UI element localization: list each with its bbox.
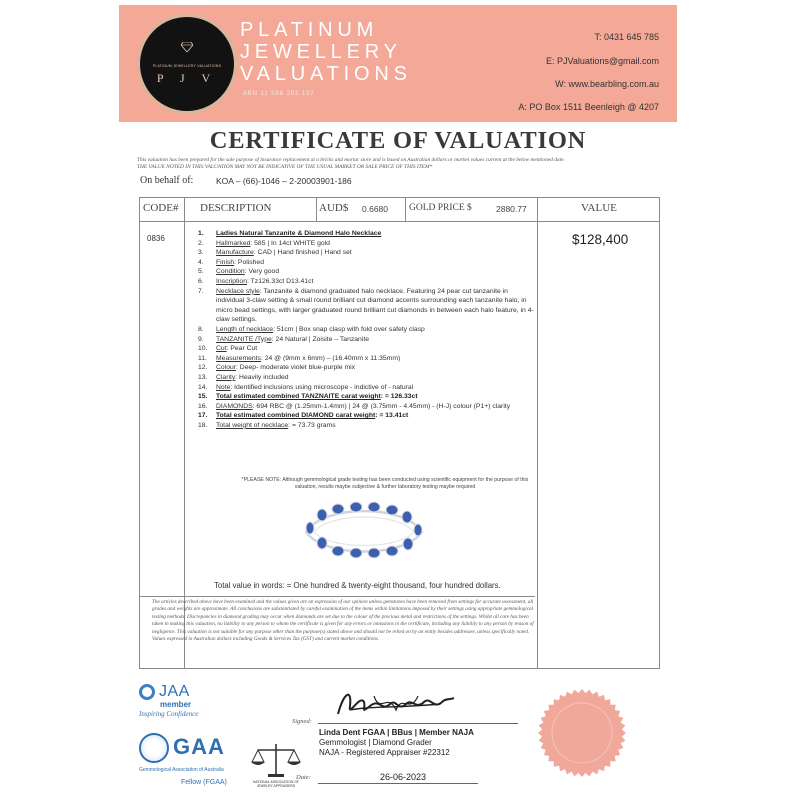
- necklace-photo: [300, 498, 428, 562]
- item-text: : = 73.73 grams: [288, 421, 336, 429]
- date-label: Date:: [296, 774, 311, 781]
- item-text: : CAD | Hand finished | Hand set: [253, 249, 352, 257]
- description-item: [197, 354, 537, 364]
- gaa-text: GAA: [173, 734, 225, 759]
- logo-ring-text: PLATINUM JEWELLERY VALUATIONS: [152, 64, 222, 68]
- abn-number: ABN 11 588 202 137: [243, 91, 315, 97]
- description-item: [197, 335, 537, 345]
- gold-price: 2880.77: [496, 204, 527, 214]
- item-text: : 694 RBC @ (1.25mm-1.4mm) | 24 @ (3.75mm - 4.45mm) - (H-J) colour (P1+) clarity: [252, 402, 511, 410]
- item-number: 18.: [198, 421, 208, 429]
- item-number: 16.: [198, 402, 208, 410]
- item-number: 15.: [198, 393, 208, 401]
- item-text: : Very good: [244, 268, 280, 276]
- logo-initials: P J V: [156, 71, 218, 85]
- item-number: 2.: [198, 239, 204, 247]
- contact-phone: T: 0431 645 785: [594, 32, 659, 42]
- behalf-value: KOA – (66)-1046 – 2-20003901-186: [216, 176, 352, 186]
- description-item: [197, 267, 537, 277]
- item-text: : Pear Cut: [226, 345, 258, 353]
- item-number: 17.: [198, 412, 208, 420]
- header-divider: [140, 221, 659, 222]
- gaa-subtitle: Gemmological Association of Australia: [139, 767, 224, 773]
- item-label: Cut: [216, 345, 227, 353]
- item-number: 14.: [198, 383, 208, 391]
- description-item: [197, 277, 537, 287]
- total-in-words: Total value in words: = One hundred & twenty-eight thousand, four hundred dollars.: [214, 581, 501, 590]
- header-description: DESCRIPTION: [200, 202, 272, 214]
- jaa-logo: [139, 683, 209, 723]
- description-item: [197, 392, 537, 402]
- header-code: CODE#: [143, 202, 179, 214]
- date-line: [318, 783, 478, 784]
- item-text: : 24 @ (9mm x 6mm) – (16.40mm x 11.35mm): [260, 354, 401, 362]
- item-text: : Heavily included: [235, 373, 289, 381]
- item-label: Condition: [216, 268, 245, 276]
- description-item: [197, 402, 537, 412]
- header-gold-price: GOLD PRICE $: [409, 203, 472, 213]
- item-number: 1.: [198, 230, 204, 237]
- item-text: : Polished: [234, 258, 264, 266]
- description-item: [197, 248, 537, 258]
- disclaimer-line-2: THE VALUE NOTED IN THIS VALUATION MAY NOT BE INDICATIVE OF THE USUAL MARKET OR SALE PRICE OF THIS ITEM*: [137, 163, 433, 170]
- item-label: Inscription: [216, 277, 247, 285]
- jaa-tagline: Inspiring Confidence: [139, 710, 199, 718]
- contact-address: A: PO Box 1511 Beenleigh @ 4207: [518, 102, 659, 112]
- description-item: [197, 363, 537, 373]
- jaa-member: member: [160, 700, 192, 709]
- legal-footnote: The articles described above have been examined and the values given are an expression of our opinion unless gemstones have been removed from settings for accurate assessment, all grades and weights are approximate. All conclusions are substantiated by careful examination of the items within limitations imposed by their settings using appropriate gemmological testing methods. Discrepancies in diamond grading may occur when diamonds are set due to the colour of the precious metal and restrictions of the settings. Whilst all care has been taken in making this valuation, no liability to any person to whom the certificate is given for any errors or omissions in the certificate, including any liability to any person by reason of negligence. This valuation is not suitable for any purpose other than the purpose(s) stated above and should not be relied on by an entity besides addressee, unless specifically noted. Values expressed in Australian dollars including Goods & Services Tax (GST) and current market conditions.: [152, 599, 534, 643]
- brand-line-2: JEWELLERY: [240, 41, 402, 63]
- divider-value: [537, 198, 538, 668]
- item-label: Note: [216, 383, 231, 391]
- divider-gold: [405, 198, 406, 221]
- item-number: 13.: [198, 373, 208, 381]
- item-number: 3.: [198, 249, 204, 257]
- item-label: Clarity: [216, 373, 236, 381]
- signer-block: [319, 728, 474, 758]
- item-number: 11.: [198, 354, 207, 362]
- signer-title: Gemmologist | Diamond Grader: [319, 738, 432, 747]
- header-aud: AUD$: [319, 202, 349, 214]
- item-label: Finish: [216, 258, 235, 266]
- item-number: 8.: [198, 325, 204, 333]
- letterhead: [119, 5, 677, 122]
- signer-name: Linda Dent FGAA | BBus | Member NAJA: [319, 728, 474, 737]
- jaa-circle-icon: [139, 684, 155, 700]
- item-label: Total estimated combined TANZNAITE carat weight: [216, 393, 381, 401]
- description-item: [197, 383, 537, 393]
- date-value: 26-06-2023: [380, 772, 427, 782]
- signature-image: [330, 684, 460, 724]
- naja-text: NATIONAL ASSOCIATION OF JEWELRY APPRAISERS: [253, 780, 299, 789]
- please-note: *PLEASE NOTE: Although gemmological grade testing has been conducted using scientific equipment for the purpose of this valuation, results maybe subjective & further laboratory testing maybe required: [241, 477, 529, 490]
- description-item: [197, 421, 537, 431]
- brand-line-3: VALUATIONS: [240, 63, 412, 85]
- certificate-title: CERTIFICATE OF VALUATION: [209, 127, 587, 154]
- globe-icon: [139, 733, 169, 763]
- item-label: Manufacture: [216, 249, 254, 257]
- pjv-logo: [137, 14, 237, 114]
- item-code: 0836: [147, 234, 165, 243]
- disclaimer-line-1: This valuation has been prepared for the sale purpose of insurance replacement at a bricks and mortar store and is based on Australian dollars or market values current at the below mentioned date.: [137, 157, 565, 163]
- embossed-seal: [537, 688, 627, 778]
- description-item: [197, 325, 537, 335]
- valuation-disclaimer: [137, 157, 677, 170]
- item-number: 5.: [198, 268, 204, 276]
- item-value: $128,400: [572, 232, 629, 247]
- brand-line-1: PLATINUM: [240, 19, 379, 41]
- gaa-logo: [139, 733, 239, 793]
- item-text: : 585 | In 14ct WHITE gold: [250, 239, 330, 247]
- item-text: : Deep- moderate violet blue-purple mix: [236, 364, 356, 372]
- header-value: VALUE: [581, 202, 617, 214]
- footnote-divider: [140, 596, 535, 597]
- item-number: 7.: [198, 287, 204, 295]
- aud-rate: 0.6680: [362, 204, 388, 214]
- item-text: : = 126.33ct: [380, 393, 418, 401]
- item-number: 12.: [198, 364, 208, 372]
- divider-aud: [316, 198, 317, 221]
- item-number: 10.: [198, 345, 208, 353]
- valuation-table: [139, 197, 660, 669]
- item-text: : Identified inclusions using microscope - indictive of - natural: [230, 383, 414, 391]
- brand-name: [240, 19, 460, 85]
- item-label: Ladies Natural Tanzanite & Diamond Halo Necklace: [216, 230, 382, 237]
- contact-email[interactable]: E: PJValuations@gmail.com: [545, 56, 659, 66]
- item-label: Colour: [216, 364, 237, 372]
- gaa-fellow: Fellow (FGAA): [181, 779, 227, 786]
- description-item: [197, 287, 537, 325]
- divider-code: [184, 198, 185, 668]
- item-number: 9.: [198, 335, 204, 343]
- description-item: [197, 344, 537, 354]
- item-text: : 24 Natural | Zoisite – Tanzanite: [271, 335, 370, 343]
- item-label: Total weight of necklace: [216, 421, 289, 429]
- contact-website[interactable]: W: www.bearbling.com.au: [555, 79, 659, 89]
- signature-line: [318, 723, 518, 724]
- item-label: TANZANITE /Type: [216, 335, 272, 343]
- item-label: DIAMONDS: [216, 402, 253, 410]
- item-text: : 51cm | Box snap clasp with fold over safety clasp: [273, 325, 425, 333]
- item-label: Measurements: [216, 354, 261, 362]
- behalf-label: On behalf of:: [140, 175, 194, 186]
- item-label: Necklace style: [216, 287, 260, 295]
- description-item: [197, 411, 537, 421]
- signed-label: Signed:: [292, 718, 312, 725]
- item-label: Length of necklace: [216, 325, 274, 333]
- description-list: [197, 229, 537, 430]
- description-item: [197, 229, 537, 239]
- item-text: : Tanzanite & diamond graduated halo necklace. Featuring 24 pear cut tanzanite in individual 3-claw setting & small round brilliant cut diamond accents surrounding each tanzanite halo, in micro bead settings, with larger graduated round brilliant cut diamonds in between each halo feature, in 4-claw settings.: [216, 287, 534, 324]
- naja-logo: [246, 740, 306, 796]
- description-item: [197, 373, 537, 383]
- item-text: : = 13.41ct: [375, 412, 409, 420]
- item-number: 4.: [198, 258, 204, 266]
- item-label: Hallmarked: [216, 239, 251, 247]
- item-number: 6.: [198, 277, 204, 285]
- description-item: [197, 239, 537, 249]
- item-label: Total estimated combined DIAMOND carat weight: [216, 412, 376, 420]
- item-text: : Tz126.33ct D13.41ct: [246, 277, 314, 285]
- jaa-text: JAA: [159, 683, 190, 700]
- description-item: [197, 258, 537, 268]
- signer-registration: NAJA - Registered Appraiser #22312: [319, 748, 450, 757]
- diamond-icon: [181, 42, 193, 52]
